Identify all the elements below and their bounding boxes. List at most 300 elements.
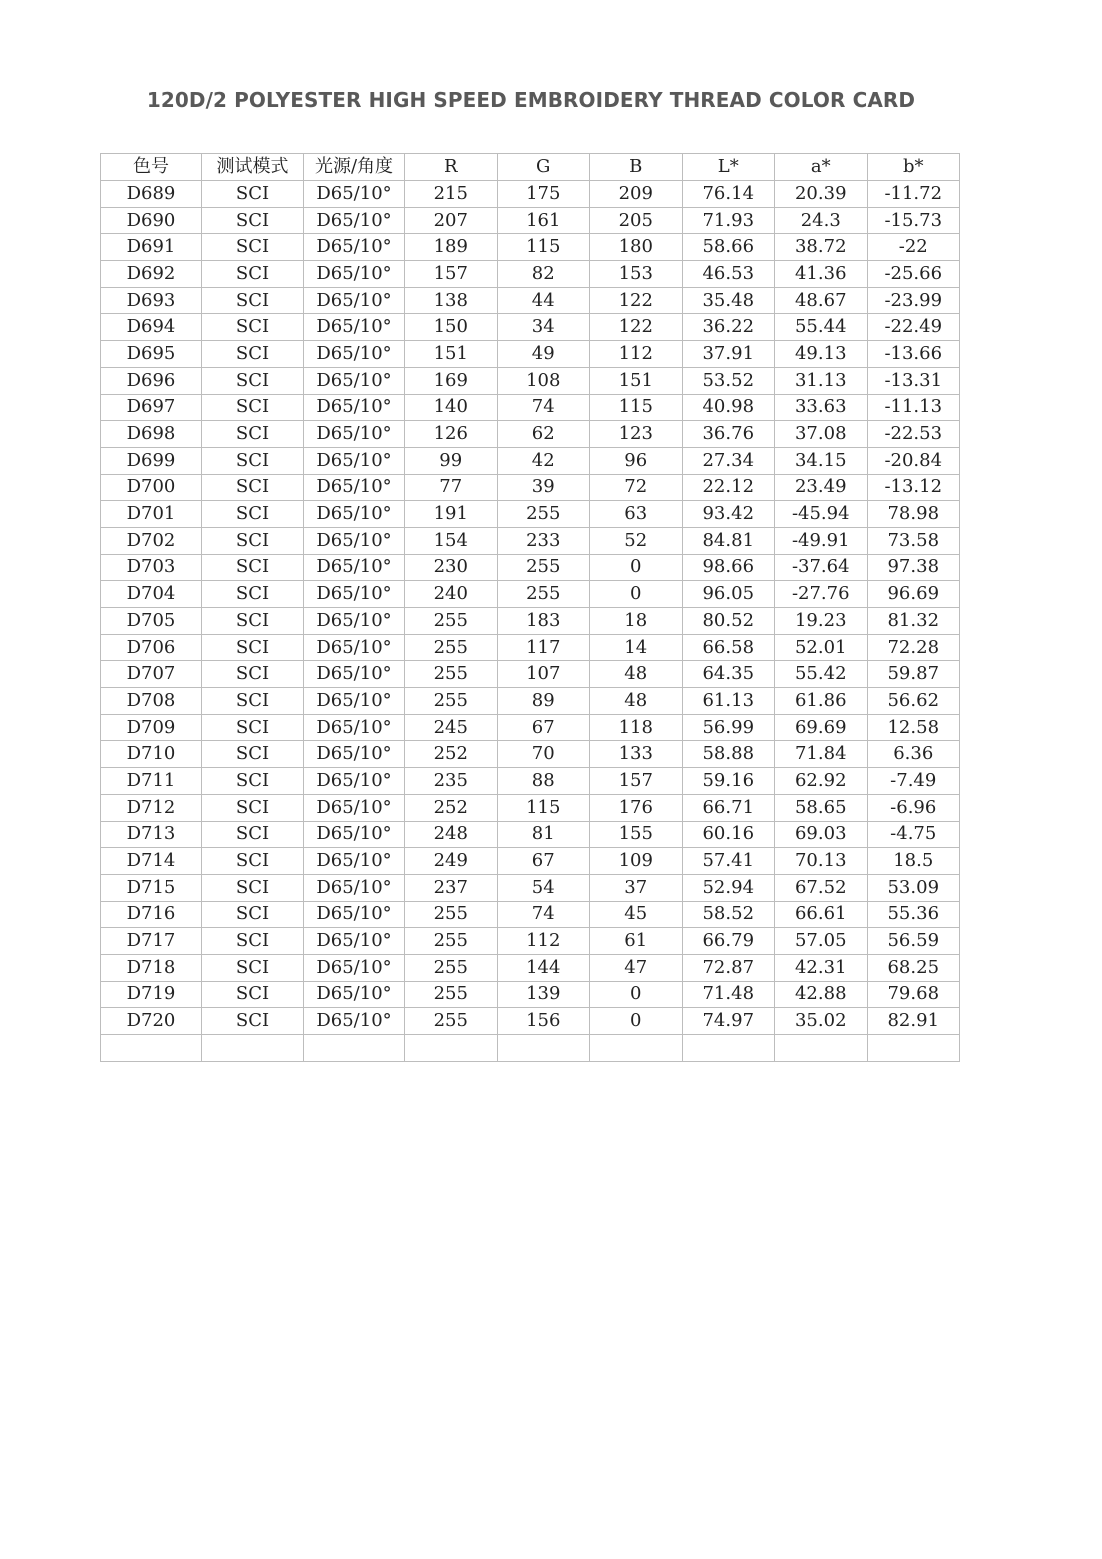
cell-b: 209	[590, 181, 683, 208]
cell-test-mode: SCI	[202, 608, 304, 635]
cell-r: 169	[405, 367, 498, 394]
cell-color-code: D694	[101, 314, 202, 341]
cell-b-star: -6.96	[867, 794, 960, 821]
cell-b-star: -23.99	[867, 287, 960, 314]
cell-color-code: D705	[101, 608, 202, 635]
cell-color-code: D692	[101, 261, 202, 288]
cell-test-mode: SCI	[202, 527, 304, 554]
cell-b: 176	[590, 794, 683, 821]
cell-illuminant-angle: D65/10°	[304, 501, 405, 528]
cell-a-star: 34.15	[775, 447, 868, 474]
cell-b: 45	[590, 901, 683, 928]
empty-cell	[101, 1035, 202, 1062]
cell-color-code: D711	[101, 768, 202, 795]
cell-r: 237	[405, 874, 498, 901]
cell-test-mode: SCI	[202, 874, 304, 901]
cell-illuminant-angle: D65/10°	[304, 981, 405, 1008]
empty-cell	[590, 1035, 683, 1062]
cell-color-code: D704	[101, 581, 202, 608]
cell-g: 255	[497, 501, 590, 528]
cell-r: 154	[405, 527, 498, 554]
table-row	[101, 527, 960, 554]
cell-a-star: 69.69	[775, 714, 868, 741]
cell-b: 112	[590, 341, 683, 368]
cell-a-star: 38.72	[775, 234, 868, 261]
cell-r: 235	[405, 768, 498, 795]
table-row	[101, 741, 960, 768]
empty-cell	[682, 1035, 775, 1062]
cell-test-mode: SCI	[202, 1008, 304, 1035]
table-row	[101, 287, 960, 314]
cell-test-mode: SCI	[202, 421, 304, 448]
cell-b-star: 53.09	[867, 874, 960, 901]
cell-illuminant-angle: D65/10°	[304, 367, 405, 394]
cell-a-star: 52.01	[775, 634, 868, 661]
cell-a-star: 71.84	[775, 741, 868, 768]
table-row	[101, 474, 960, 501]
cell-l-star: 84.81	[682, 527, 775, 554]
cell-g: 107	[497, 661, 590, 688]
table-row	[101, 768, 960, 795]
cell-b: 14	[590, 634, 683, 661]
cell-r: 240	[405, 581, 498, 608]
cell-l-star: 71.48	[682, 981, 775, 1008]
cell-r: 255	[405, 688, 498, 715]
cell-color-code: D698	[101, 421, 202, 448]
cell-test-mode: SCI	[202, 794, 304, 821]
cell-a-star: 61.86	[775, 688, 868, 715]
cell-b: 180	[590, 234, 683, 261]
cell-b: 0	[590, 1008, 683, 1035]
cell-r: 138	[405, 287, 498, 314]
cell-l-star: 66.71	[682, 794, 775, 821]
cell-color-code: D708	[101, 688, 202, 715]
cell-l-star: 60.16	[682, 821, 775, 848]
cell-b: 63	[590, 501, 683, 528]
cell-l-star: 53.52	[682, 367, 775, 394]
cell-color-code: D720	[101, 1008, 202, 1035]
cell-illuminant-angle: D65/10°	[304, 848, 405, 875]
cell-illuminant-angle: D65/10°	[304, 234, 405, 261]
cell-color-code: D713	[101, 821, 202, 848]
header-color-code: 色号	[101, 154, 202, 181]
cell-l-star: 64.35	[682, 661, 775, 688]
cell-color-code: D709	[101, 714, 202, 741]
cell-a-star: 69.03	[775, 821, 868, 848]
cell-illuminant-angle: D65/10°	[304, 901, 405, 928]
cell-b-star: 56.62	[867, 688, 960, 715]
table-row	[101, 421, 960, 448]
cell-g: 115	[497, 794, 590, 821]
header-illuminant-angle: 光源/角度	[304, 154, 405, 181]
cell-l-star: 22.12	[682, 474, 775, 501]
cell-l-star: 40.98	[682, 394, 775, 421]
table-row	[101, 1008, 960, 1035]
cell-test-mode: SCI	[202, 848, 304, 875]
cell-b-star: 55.36	[867, 901, 960, 928]
cell-g: 161	[497, 207, 590, 234]
cell-color-code: D716	[101, 901, 202, 928]
cell-a-star: 57.05	[775, 928, 868, 955]
cell-a-star: 67.52	[775, 874, 868, 901]
cell-a-star: 55.42	[775, 661, 868, 688]
cell-r: 248	[405, 821, 498, 848]
cell-b-star: -20.84	[867, 447, 960, 474]
cell-l-star: 80.52	[682, 608, 775, 635]
table-row	[101, 981, 960, 1008]
cell-illuminant-angle: D65/10°	[304, 261, 405, 288]
cell-test-mode: SCI	[202, 821, 304, 848]
cell-r: 150	[405, 314, 498, 341]
cell-l-star: 76.14	[682, 181, 775, 208]
cell-b-star: -13.31	[867, 367, 960, 394]
cell-test-mode: SCI	[202, 741, 304, 768]
cell-l-star: 27.34	[682, 447, 775, 474]
cell-b: 47	[590, 954, 683, 981]
cell-illuminant-angle: D65/10°	[304, 421, 405, 448]
cell-color-code: D714	[101, 848, 202, 875]
cell-test-mode: SCI	[202, 661, 304, 688]
cell-color-code: D702	[101, 527, 202, 554]
cell-b-star: -7.49	[867, 768, 960, 795]
cell-test-mode: SCI	[202, 501, 304, 528]
cell-color-code: D712	[101, 794, 202, 821]
cell-g: 39	[497, 474, 590, 501]
cell-illuminant-angle: D65/10°	[304, 928, 405, 955]
table-row	[101, 928, 960, 955]
cell-r: 255	[405, 981, 498, 1008]
table-row	[101, 794, 960, 821]
cell-g: 233	[497, 527, 590, 554]
cell-g: 81	[497, 821, 590, 848]
cell-illuminant-angle: D65/10°	[304, 447, 405, 474]
cell-a-star: 49.13	[775, 341, 868, 368]
cell-a-star: 42.31	[775, 954, 868, 981]
cell-b: 153	[590, 261, 683, 288]
cell-test-mode: SCI	[202, 367, 304, 394]
table-row	[101, 181, 960, 208]
cell-g: 88	[497, 768, 590, 795]
cell-b-star: -13.12	[867, 474, 960, 501]
cell-l-star: 56.99	[682, 714, 775, 741]
cell-r: 157	[405, 261, 498, 288]
table-row	[101, 234, 960, 261]
cell-a-star: 48.67	[775, 287, 868, 314]
header-b-star: b*	[867, 154, 960, 181]
cell-color-code: D718	[101, 954, 202, 981]
cell-a-star: 70.13	[775, 848, 868, 875]
cell-b-star: 97.38	[867, 554, 960, 581]
cell-a-star: 24.3	[775, 207, 868, 234]
cell-l-star: 58.88	[682, 741, 775, 768]
cell-g: 74	[497, 394, 590, 421]
cell-b: 61	[590, 928, 683, 955]
cell-b-star: -15.73	[867, 207, 960, 234]
cell-l-star: 52.94	[682, 874, 775, 901]
cell-g: 49	[497, 341, 590, 368]
cell-color-code: D707	[101, 661, 202, 688]
table-row	[101, 314, 960, 341]
cell-b-star: -4.75	[867, 821, 960, 848]
cell-l-star: 61.13	[682, 688, 775, 715]
cell-g: 67	[497, 714, 590, 741]
cell-illuminant-angle: D65/10°	[304, 554, 405, 581]
cell-b: 122	[590, 287, 683, 314]
cell-b: 72	[590, 474, 683, 501]
cell-r: 252	[405, 794, 498, 821]
cell-r: 255	[405, 634, 498, 661]
color-card-table	[100, 153, 960, 1062]
cell-r: 249	[405, 848, 498, 875]
cell-color-code: D695	[101, 341, 202, 368]
cell-b: 48	[590, 661, 683, 688]
cell-b-star: 96.69	[867, 581, 960, 608]
cell-l-star: 37.91	[682, 341, 775, 368]
cell-a-star: 42.88	[775, 981, 868, 1008]
cell-b: 0	[590, 981, 683, 1008]
cell-illuminant-angle: D65/10°	[304, 581, 405, 608]
cell-b-star: -22.49	[867, 314, 960, 341]
header-r: R	[405, 154, 498, 181]
cell-b-star: 56.59	[867, 928, 960, 955]
cell-b: 122	[590, 314, 683, 341]
cell-b-star: 72.28	[867, 634, 960, 661]
cell-b-star: -25.66	[867, 261, 960, 288]
cell-g: 139	[497, 981, 590, 1008]
cell-b-star: 82.91	[867, 1008, 960, 1035]
page-title: 120D/2 POLYESTER HIGH SPEED EMBROIDERY THREAD COLOR CARD	[146, 88, 916, 112]
cell-b-star: 12.58	[867, 714, 960, 741]
cell-g: 175	[497, 181, 590, 208]
cell-color-code: D690	[101, 207, 202, 234]
cell-r: 255	[405, 661, 498, 688]
cell-l-star: 71.93	[682, 207, 775, 234]
cell-illuminant-angle: D65/10°	[304, 1008, 405, 1035]
cell-illuminant-angle: D65/10°	[304, 821, 405, 848]
cell-r: 230	[405, 554, 498, 581]
cell-g: 54	[497, 874, 590, 901]
cell-illuminant-angle: D65/10°	[304, 287, 405, 314]
cell-test-mode: SCI	[202, 981, 304, 1008]
cell-a-star: 20.39	[775, 181, 868, 208]
cell-a-star: -49.91	[775, 527, 868, 554]
header-a-star: a*	[775, 154, 868, 181]
cell-test-mode: SCI	[202, 261, 304, 288]
cell-l-star: 36.22	[682, 314, 775, 341]
cell-l-star: 96.05	[682, 581, 775, 608]
cell-b-star: -11.13	[867, 394, 960, 421]
cell-test-mode: SCI	[202, 954, 304, 981]
cell-illuminant-angle: D65/10°	[304, 314, 405, 341]
cell-b: 157	[590, 768, 683, 795]
cell-r: 255	[405, 954, 498, 981]
cell-l-star: 66.58	[682, 634, 775, 661]
cell-test-mode: SCI	[202, 207, 304, 234]
cell-b: 0	[590, 554, 683, 581]
header-test-mode: 测试模式	[202, 154, 304, 181]
cell-b-star: 73.58	[867, 527, 960, 554]
cell-color-code: D700	[101, 474, 202, 501]
cell-a-star: 23.49	[775, 474, 868, 501]
table-row	[101, 821, 960, 848]
cell-illuminant-angle: D65/10°	[304, 608, 405, 635]
cell-test-mode: SCI	[202, 447, 304, 474]
cell-g: 44	[497, 287, 590, 314]
cell-a-star: 66.61	[775, 901, 868, 928]
cell-test-mode: SCI	[202, 634, 304, 661]
cell-a-star: 19.23	[775, 608, 868, 635]
empty-row	[101, 1035, 960, 1062]
cell-illuminant-angle: D65/10°	[304, 207, 405, 234]
cell-g: 74	[497, 901, 590, 928]
cell-illuminant-angle: D65/10°	[304, 714, 405, 741]
cell-g: 183	[497, 608, 590, 635]
cell-b: 37	[590, 874, 683, 901]
cell-color-code: D691	[101, 234, 202, 261]
table-row	[101, 848, 960, 875]
cell-b-star: 18.5	[867, 848, 960, 875]
cell-test-mode: SCI	[202, 234, 304, 261]
cell-test-mode: SCI	[202, 714, 304, 741]
table-row	[101, 874, 960, 901]
header-b: B	[590, 154, 683, 181]
cell-r: 255	[405, 901, 498, 928]
cell-l-star: 98.66	[682, 554, 775, 581]
cell-b-star: 6.36	[867, 741, 960, 768]
cell-test-mode: SCI	[202, 901, 304, 928]
cell-l-star: 58.52	[682, 901, 775, 928]
table-row	[101, 207, 960, 234]
cell-g: 70	[497, 741, 590, 768]
cell-illuminant-angle: D65/10°	[304, 741, 405, 768]
cell-color-code: D706	[101, 634, 202, 661]
header-l-star: L*	[682, 154, 775, 181]
table-row	[101, 634, 960, 661]
cell-color-code: D693	[101, 287, 202, 314]
header-g: G	[497, 154, 590, 181]
cell-illuminant-angle: D65/10°	[304, 527, 405, 554]
cell-illuminant-angle: D65/10°	[304, 394, 405, 421]
table-row	[101, 394, 960, 421]
cell-b: 205	[590, 207, 683, 234]
cell-test-mode: SCI	[202, 688, 304, 715]
cell-r: 77	[405, 474, 498, 501]
cell-illuminant-angle: D65/10°	[304, 688, 405, 715]
cell-test-mode: SCI	[202, 314, 304, 341]
cell-color-code: D715	[101, 874, 202, 901]
cell-illuminant-angle: D65/10°	[304, 954, 405, 981]
cell-r: 245	[405, 714, 498, 741]
cell-r: 215	[405, 181, 498, 208]
table-row	[101, 367, 960, 394]
cell-g: 255	[497, 554, 590, 581]
cell-l-star: 35.48	[682, 287, 775, 314]
cell-b: 151	[590, 367, 683, 394]
cell-r: 191	[405, 501, 498, 528]
cell-a-star: 55.44	[775, 314, 868, 341]
table-row	[101, 447, 960, 474]
cell-color-code: D699	[101, 447, 202, 474]
table-row	[101, 954, 960, 981]
cell-l-star: 66.79	[682, 928, 775, 955]
cell-b-star: -11.72	[867, 181, 960, 208]
cell-b-star: 68.25	[867, 954, 960, 981]
cell-illuminant-angle: D65/10°	[304, 181, 405, 208]
table-row	[101, 261, 960, 288]
cell-l-star: 59.16	[682, 768, 775, 795]
cell-b: 109	[590, 848, 683, 875]
table-row	[101, 581, 960, 608]
cell-test-mode: SCI	[202, 287, 304, 314]
cell-r: 140	[405, 394, 498, 421]
table-row	[101, 608, 960, 635]
cell-test-mode: SCI	[202, 394, 304, 421]
cell-illuminant-angle: D65/10°	[304, 768, 405, 795]
table-header-row	[101, 154, 960, 181]
cell-r: 252	[405, 741, 498, 768]
cell-b: 123	[590, 421, 683, 448]
cell-b-star: -13.66	[867, 341, 960, 368]
cell-b-star: 79.68	[867, 981, 960, 1008]
cell-color-code: D703	[101, 554, 202, 581]
cell-b: 118	[590, 714, 683, 741]
cell-a-star: 35.02	[775, 1008, 868, 1035]
cell-g: 112	[497, 928, 590, 955]
table-row	[101, 554, 960, 581]
cell-l-star: 74.97	[682, 1008, 775, 1035]
cell-test-mode: SCI	[202, 928, 304, 955]
empty-cell	[304, 1035, 405, 1062]
cell-illuminant-angle: D65/10°	[304, 661, 405, 688]
cell-test-mode: SCI	[202, 181, 304, 208]
table-row	[101, 501, 960, 528]
cell-color-code: D719	[101, 981, 202, 1008]
cell-r: 151	[405, 341, 498, 368]
cell-g: 108	[497, 367, 590, 394]
empty-cell	[405, 1035, 498, 1062]
cell-l-star: 72.87	[682, 954, 775, 981]
cell-g: 82	[497, 261, 590, 288]
cell-g: 62	[497, 421, 590, 448]
cell-test-mode: SCI	[202, 341, 304, 368]
cell-b-star: 81.32	[867, 608, 960, 635]
empty-cell	[497, 1035, 590, 1062]
cell-color-code: D697	[101, 394, 202, 421]
cell-illuminant-angle: D65/10°	[304, 634, 405, 661]
cell-b: 115	[590, 394, 683, 421]
cell-r: 255	[405, 608, 498, 635]
cell-r: 255	[405, 928, 498, 955]
cell-l-star: 46.53	[682, 261, 775, 288]
cell-r: 126	[405, 421, 498, 448]
cell-b: 96	[590, 447, 683, 474]
cell-r: 207	[405, 207, 498, 234]
cell-g: 144	[497, 954, 590, 981]
cell-a-star: 58.65	[775, 794, 868, 821]
cell-g: 89	[497, 688, 590, 715]
empty-cell	[867, 1035, 960, 1062]
cell-color-code: D717	[101, 928, 202, 955]
cell-g: 115	[497, 234, 590, 261]
cell-b: 18	[590, 608, 683, 635]
cell-a-star: -45.94	[775, 501, 868, 528]
cell-g: 42	[497, 447, 590, 474]
cell-a-star: 41.36	[775, 261, 868, 288]
cell-r: 255	[405, 1008, 498, 1035]
cell-g: 34	[497, 314, 590, 341]
cell-g: 255	[497, 581, 590, 608]
cell-test-mode: SCI	[202, 554, 304, 581]
